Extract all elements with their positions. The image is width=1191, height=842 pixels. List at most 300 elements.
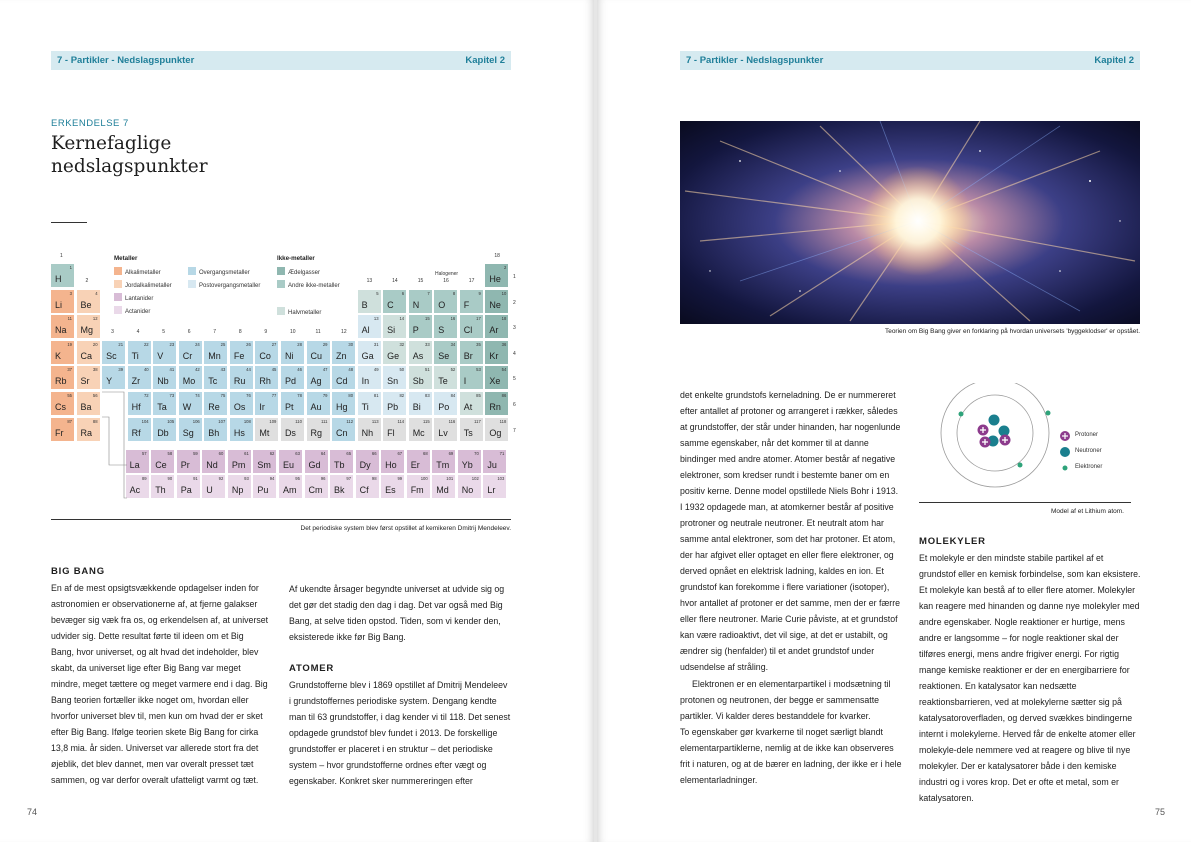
element-cell-rh	[255, 366, 278, 389]
atomic-number: 5	[376, 290, 379, 296]
element-symbol: Pd	[284, 376, 296, 387]
element-symbol: Si	[387, 325, 396, 336]
element-symbol: Ne	[489, 299, 501, 310]
atomic-number: 54	[501, 367, 507, 373]
element-symbol: Mg	[80, 325, 94, 336]
atomic-number: 79	[322, 393, 328, 398]
atomic-number: 41	[169, 367, 175, 373]
element-symbol: Db	[157, 427, 169, 438]
atomic-number: 95	[295, 476, 300, 481]
atomic-number: 96	[320, 476, 326, 481]
atomic-number: 1	[69, 265, 72, 270]
atom-text-3: To egenskaber gør kvarkerne til noget særligt blandt elementarpartiklerne, nemlig at de ikke kan observeres frit i naturen, og at de bærer en ladning, der ikke er i hele elementarladninger.	[680, 727, 902, 785]
element-symbol: Hs	[233, 427, 245, 438]
header-section: 7 - Partikler - Nedslagspunkter	[57, 55, 195, 66]
element-symbol: Ts	[463, 427, 473, 438]
element-cell-pd	[281, 366, 304, 389]
big-bang-heading: BIG BANG	[51, 566, 105, 577]
element-symbol: No	[461, 485, 474, 495]
group-number-3: 3	[111, 329, 114, 335]
atomic-number: 46	[297, 367, 302, 373]
element-cell-f	[460, 290, 483, 313]
element-symbol: Lr	[487, 485, 496, 495]
element-cell-pm	[228, 450, 251, 473]
element-symbol: Ta	[157, 402, 167, 412]
element-symbol: Am	[282, 485, 297, 495]
element-cell-v	[153, 341, 176, 364]
legend-actinide: Actanider	[114, 306, 150, 315]
element-symbol: Md	[436, 485, 449, 495]
element-cell-mt	[255, 418, 278, 441]
atomic-number: 21	[118, 341, 124, 347]
atomic-number: 102	[471, 476, 479, 481]
element-symbol: Fl	[387, 427, 395, 438]
element-cell-cl	[460, 315, 483, 338]
element-symbol: Cr	[182, 350, 193, 361]
legend-transition: Overgangsmetaller	[188, 267, 250, 276]
group-number-5: 5	[162, 329, 165, 335]
header-chapter: Kapitel 2	[465, 55, 505, 66]
element-symbol: Br	[463, 350, 473, 361]
group-number-4: 4	[136, 329, 140, 335]
element-symbol: Rh	[259, 376, 271, 387]
element-symbol: Lv	[438, 427, 448, 438]
element-symbol: Gd	[308, 460, 321, 470]
atomic-number: 114	[397, 418, 405, 424]
atomic-number: 101	[446, 476, 454, 481]
atomic-number: 85	[476, 393, 481, 398]
electron-icon	[959, 412, 964, 417]
atomic-number: 17	[476, 316, 481, 322]
element-cell-bi	[409, 392, 432, 415]
element-cell-nh	[358, 418, 381, 441]
element-cell-in	[358, 366, 381, 389]
element-cell-ce	[151, 450, 174, 473]
big-bang-text-1: En af de mest opsigtsvækkende opdagelser inden for astronomien er observationerne af, at fjerne galakser bevæger sig væk fra os, og erkendelsen af, at universet udvider sig. Dette resultat førte til ideen om et Big Bang, hvor universet, og alt hvad det indeholder, blev skabt, da universet lige efter Big Bang var meget mindre, meget tættere og meget varmere end i dag. Big Bang teorien fortæller ikke noget om, hvordan eller hvorfor universet blev til, men kun om hvad der er sket efter Big Bang. Ifølge teorien skete Big Bang for cirka 13,8 mia. år siden. Universet var allerede stort fra det øjeblik, det blev dannet, men var overalt presset tæt sammen, og var derfor overalt ufatteligt varmt og tæt.	[51, 583, 269, 785]
element-symbol: Pm	[231, 460, 246, 470]
page-number-right: 75	[1155, 807, 1166, 817]
element-symbol: Fm	[410, 485, 424, 495]
atomic-number: 25	[220, 341, 226, 347]
element-symbol: Po	[438, 402, 450, 412]
group-number-11: 11	[315, 329, 321, 335]
atomic-number: 86	[501, 393, 507, 398]
element-symbol: Zn	[336, 350, 347, 361]
element-symbol: In	[361, 376, 370, 387]
element-symbol: Mo	[182, 376, 196, 387]
element-cell-gd	[305, 450, 328, 473]
element-cell-mn	[204, 341, 227, 364]
atomic-number: 50	[399, 367, 405, 373]
running-header-right	[680, 51, 1140, 70]
pt-rule	[51, 519, 511, 520]
element-cell-at	[460, 392, 483, 415]
element-cell-ti	[128, 341, 151, 364]
atomic-number: 44	[246, 367, 251, 373]
atomic-number: 33	[425, 341, 430, 347]
element-symbol: Au	[310, 402, 322, 412]
element-symbol: H	[55, 274, 62, 284]
atomic-number: 34	[450, 341, 456, 347]
column-atom-text	[680, 387, 902, 788]
atomic-number: 51	[425, 367, 430, 373]
atomic-number: 29	[322, 341, 328, 347]
element-symbol: Pu	[257, 485, 269, 495]
atomic-number: 36	[501, 341, 507, 347]
legend-post-transition: Postovergangsmetaller	[188, 280, 260, 289]
element-symbol: Ra	[80, 427, 93, 438]
element-symbol: Pt	[284, 402, 294, 412]
atom-text-1: det enkelte grundstofs kerneladning. De er nummereret efter antallet af protoner og arrangeret i rækker, således at grundstoffer, der står under hinanden, har nogenlunde samme egenskaber, når det kommer til at danne bindinger med andre atomer. Atomer består af negative elektroner, som kredser rundt i bestemte baner om en positiv kerne. Denne model opstillede Niels Bohr i 1913. I 1932 opdagede man, at atomkerner består af positive protroner og neutrale neutroner. Et neutralt atom har samme antal elektroner, som det har protoner. Et atom, der har afgivet eller optaget en eller flere elektroner, og derved opnået en elektrisk ladning, kaldes en ion. Et grundstof kan forekomme i flere variationer (isotoper), hvor antallet af protoner er det samme, men der er færre eller flere neutroner. Marie Curie påviste, at et grundstof kan være radioaktivt, det vil sige, at det er ustabilt, og ændrer sig (henfalder) til et andet grundstof under udsendelse af stråling.	[680, 390, 901, 672]
kicker: ERKENDELSE 7	[51, 118, 129, 129]
image-caption: Teorien om Big Bang giver en forklaring på hvordan universets 'byggeklodser' er opstået.	[884, 328, 1140, 335]
atomic-number: 94	[269, 476, 275, 481]
group-number-12: 12	[341, 329, 347, 335]
atomic-number: 57	[141, 451, 147, 456]
element-symbol: C	[387, 299, 394, 310]
element-symbol: Sr	[80, 376, 90, 387]
element-symbol: Fr	[55, 427, 64, 438]
atomic-number: 56	[92, 393, 98, 398]
element-cell-ds	[281, 418, 304, 441]
element-cell-ge	[383, 341, 406, 364]
element-symbol: Sg	[182, 427, 194, 438]
element-symbol: Pb	[387, 402, 399, 412]
element-symbol: Re	[208, 402, 220, 412]
element-cell-i	[460, 366, 483, 389]
element-symbol: Te	[438, 376, 448, 387]
period-number-5: 5	[513, 376, 516, 383]
element-cell-ir	[255, 392, 278, 415]
legend-nonmetals-title: Ikke-metaller	[277, 255, 315, 262]
atomic-number: 12	[92, 316, 98, 322]
element-symbol: W	[182, 402, 192, 412]
atomic-number: 81	[373, 393, 379, 398]
group-number-14: 14	[392, 278, 398, 284]
atomic-number: 91	[193, 476, 198, 481]
page-title	[51, 132, 208, 178]
element-symbol: Bh	[208, 427, 220, 438]
element-symbol: Co	[259, 350, 271, 361]
atomic-number: 76	[246, 393, 251, 398]
atomic-number: 74	[195, 393, 200, 398]
atomic-number: 116	[448, 418, 456, 424]
atomic-number: 100	[420, 476, 428, 481]
atomic-number: 40	[143, 367, 149, 373]
element-cell-co	[255, 341, 278, 364]
element-cell-u	[202, 475, 225, 498]
atomic-number: 45	[271, 367, 277, 373]
electron-icon	[1046, 411, 1051, 416]
atomic-number: 71	[499, 451, 505, 456]
element-symbol: Ge	[387, 350, 400, 361]
element-symbol: S	[438, 325, 445, 336]
atomic-number: 64	[320, 451, 326, 456]
element-cell-sm	[253, 450, 276, 473]
atomic-number: 10	[501, 290, 507, 296]
element-cell-cd	[332, 366, 355, 389]
element-cell-cr	[179, 341, 202, 364]
molekyler-text: Et molekyle er den mindste stabile partikel af et grundstof eller en kemisk forbindelse, som kan eksistere. Et molekyle kan bestå af to eller flere atomer. Molekyler kan reagere med hinanden og danne nye molekyler med andre egenskaber. Nogle reaktioner er hurtige, mens andre er langsomme – for nogle reaktioner skal der tilføres energi, mens andre frigiver energi. For rigtig mange kemiske reaktioner er der en energibarriere for reaktionen. En katalysator kan nedsætte reaktionsbarrieren, ved at molekylerne sætter sig på katalysatoroverfladen, og derved svækkes bindingerne internt i molekylerne. Herved får de enkelte atomer eller molekyle-dele nemmere ved at reagere og blive til nye molekyler. Der er katalysatorer både i den kemiske industri og i vores krop. Det er ofte et metal, som er katalysatoren.	[919, 553, 1141, 803]
element-symbol: Sc	[106, 350, 117, 361]
atomic-number: 59	[193, 451, 198, 456]
element-symbol: Rn	[489, 402, 501, 412]
atomer-heading: ATOMER	[289, 663, 335, 674]
atomic-number: 92	[218, 476, 224, 481]
element-symbol: I	[463, 376, 467, 387]
element-cell-es	[381, 475, 404, 498]
element-cell-au	[307, 392, 330, 415]
atomic-number: 78	[297, 393, 302, 398]
atomic-number: 58	[167, 451, 173, 456]
element-symbol: Nd	[206, 460, 218, 470]
element-symbol: Nb	[157, 376, 169, 387]
element-symbol: Ho	[385, 460, 397, 470]
period-number-3: 3	[513, 325, 516, 332]
element-cell-rf	[128, 418, 151, 441]
atomic-number: 26	[246, 341, 251, 347]
atomic-number: 117	[474, 418, 481, 424]
element-cell-p	[409, 315, 432, 338]
atomic-number: 107	[218, 418, 226, 424]
element-symbol: Ac	[129, 485, 141, 495]
group-number-15: 15	[417, 278, 424, 284]
element-cell-ag	[307, 366, 330, 389]
element-cell-ti	[358, 392, 381, 415]
element-cell-o	[434, 290, 457, 313]
column-big-bang	[51, 566, 269, 788]
element-cell-sg	[179, 418, 202, 441]
element-symbol: Ru	[233, 376, 246, 387]
element-cell-se	[434, 341, 457, 364]
atomic-number: 109	[269, 418, 277, 424]
atomic-number: 48	[348, 367, 354, 373]
element-symbol: Cd	[336, 376, 348, 387]
element-cell-os	[230, 392, 253, 415]
atomic-number: 39	[118, 367, 124, 373]
element-cell-og	[485, 418, 508, 441]
legend-alkaline-earth: Jordalkalimetaller	[114, 280, 172, 289]
periodic-table	[51, 253, 516, 503]
element-cell-tc	[204, 366, 227, 389]
atomic-number: 80	[348, 393, 354, 398]
element-cell-mo	[179, 366, 202, 389]
header-chapter-right: Kapitel 2	[1094, 55, 1134, 66]
element-cell-rn	[485, 392, 508, 415]
atomic-number: 115	[423, 418, 430, 424]
element-symbol: Rf	[131, 427, 141, 438]
legend-noble: Ædelgasser	[277, 267, 320, 276]
atomic-number: 55	[67, 393, 72, 398]
electron-icon	[1018, 463, 1023, 468]
element-cell-hg	[332, 392, 355, 415]
big-bang-text-2: Af ukendte årsager begyndte universet at udvide sig og det gør det stadig den dag i dag. Det var også med Big Bang, at selve tiden opstod. Tiden, som vi kender den, eksisterede ikke før Big Bang.	[289, 584, 505, 642]
element-cell-xe	[485, 366, 508, 389]
atomic-number: 61	[244, 451, 249, 456]
atomic-number: 113	[371, 418, 379, 424]
atomic-number: 108	[243, 418, 251, 424]
legend-neutron-icon	[1060, 447, 1070, 457]
atomic-number: 88	[92, 418, 98, 424]
pt-caption: Det periodiske system blev først opstillet af kemikeren Dmitrij Mendeleev.	[300, 525, 511, 532]
inner-orbit	[957, 395, 1033, 471]
atomic-number: 69	[448, 451, 454, 456]
atomic-number: 22	[143, 341, 149, 347]
element-cell-bk	[330, 475, 353, 498]
element-cell-br	[460, 341, 483, 364]
element-symbol: Th	[155, 485, 166, 495]
element-symbol: Ag	[310, 376, 322, 387]
element-symbol: U	[206, 485, 213, 495]
element-cell-nb	[153, 366, 176, 389]
element-cell-ho	[381, 450, 404, 473]
element-symbol: Mt	[259, 427, 270, 438]
group-number-2: 2	[85, 278, 89, 284]
element-cell-no	[458, 475, 481, 498]
atom-rule	[919, 502, 1131, 503]
atomic-number: 106	[192, 418, 200, 424]
element-symbol: Rb	[55, 376, 67, 387]
atomic-number: 38	[92, 367, 98, 373]
group-number-18: 18	[494, 253, 500, 259]
element-cell-sn	[383, 366, 406, 389]
element-symbol: Hf	[131, 402, 141, 412]
element-symbol: Dy	[359, 460, 371, 470]
element-cell-pu	[253, 475, 276, 498]
element-cell-si	[383, 315, 406, 338]
column-atomer	[289, 581, 511, 789]
element-symbol: K	[55, 350, 62, 361]
atomic-number: 73	[169, 393, 175, 398]
atomic-number: 60	[218, 451, 224, 456]
legend-alkali: Alkalimetaller	[114, 267, 161, 276]
element-symbol: Hg	[336, 402, 348, 412]
element-cell-np	[228, 475, 251, 498]
atomic-number: 103	[497, 476, 505, 481]
element-cell-lr	[483, 475, 506, 498]
element-symbol: At	[463, 402, 473, 412]
element-symbol: Bk	[334, 485, 345, 495]
element-cell-am	[279, 475, 302, 498]
atomic-number: 75	[220, 393, 226, 398]
element-symbol: Ga	[361, 350, 374, 361]
element-cell-zn	[332, 341, 355, 364]
atomic-number: 67	[397, 451, 403, 456]
element-cell-lv	[434, 418, 457, 441]
atomic-number: 15	[425, 316, 430, 322]
element-symbol: F	[463, 299, 470, 310]
element-cell-c	[383, 290, 406, 313]
element-cell-ta	[153, 392, 176, 415]
element-symbol: Yb	[461, 460, 473, 470]
element-symbol: Se	[438, 350, 450, 361]
group-number-10: 10	[289, 329, 296, 335]
element-cell-ne	[485, 290, 508, 313]
element-symbol: Cu	[310, 350, 323, 361]
atomic-number: 65	[346, 451, 352, 456]
atomic-number: 68	[423, 451, 428, 456]
element-symbol: Bi	[412, 402, 421, 412]
element-cell-cm	[305, 475, 328, 498]
atomic-number: 42	[195, 367, 200, 373]
running-header	[51, 51, 511, 70]
atomic-number: 11	[67, 316, 72, 322]
atomic-number: 87	[67, 418, 72, 424]
element-symbol: Al	[361, 325, 370, 336]
atomic-number: 43	[220, 367, 226, 373]
element-cell-pa	[177, 475, 200, 498]
element-cell-ar	[485, 315, 508, 338]
group-number-17: 17	[468, 278, 475, 284]
element-symbol: Rg	[310, 427, 323, 438]
atomic-number: 28	[297, 341, 302, 347]
atomic-number: 90	[167, 476, 173, 481]
page-number-left: 74	[27, 807, 38, 817]
element-cell-po	[434, 392, 457, 415]
legend-metalloid: Halvmetaller	[277, 307, 321, 316]
atomic-number: 97	[346, 476, 352, 481]
element-cell-w	[179, 392, 202, 415]
element-symbol: Kr	[489, 350, 499, 361]
element-cell-pt	[281, 392, 304, 415]
element-cell-bh	[204, 418, 227, 441]
element-cell-n	[409, 290, 432, 313]
element-cell-rg	[307, 418, 330, 441]
atomic-number: 32	[399, 341, 405, 347]
element-symbol: Ti	[361, 402, 369, 412]
element-cell-as	[409, 341, 432, 364]
neutron-icon	[989, 415, 1000, 426]
atomic-number: 35	[476, 341, 481, 347]
element-cell-kr	[485, 341, 508, 364]
element-symbol: Xe	[489, 376, 501, 387]
atomic-number: 112	[346, 418, 354, 424]
atomic-number: 89	[141, 476, 147, 481]
element-cell-fm	[407, 475, 430, 498]
atomic-number: 62	[269, 451, 275, 456]
period-number-2: 2	[513, 299, 516, 306]
element-symbol: Zr	[131, 376, 141, 387]
element-symbol: Ba	[80, 402, 92, 412]
element-symbol: Np	[231, 485, 244, 495]
element-cell-cn	[332, 418, 355, 441]
period-number-6: 6	[513, 402, 516, 408]
element-symbol: Sb	[412, 376, 424, 387]
atom-caption: Model af et Lithium atom.	[1051, 508, 1124, 515]
element-symbol: Y	[106, 376, 113, 387]
atomic-number: 66	[371, 451, 377, 456]
atomic-number: 20	[92, 341, 98, 347]
legend-neutron-label: Neutroner	[1075, 448, 1102, 454]
atomic-number: 13	[373, 316, 379, 322]
halogen-label: Halogener	[435, 271, 459, 277]
header-section-right: 7 - Partikler - Nedslagspunkter	[686, 55, 824, 66]
atomic-number: 70	[474, 451, 479, 456]
nucleus	[978, 415, 1011, 448]
element-cell-pb	[383, 392, 406, 415]
atomic-number: 16	[450, 316, 456, 322]
element-cell-s	[434, 315, 457, 338]
atom-text-2: Elektronen er en elementarpartikel i modsætning til protonen og neutronen, der begge er sammensatte partikler. Vi kalder deres bestanddele for kvarker.	[680, 679, 891, 721]
element-symbol: Cm	[308, 485, 323, 495]
legend-electron-label: Elektroner	[1075, 464, 1103, 470]
group-number-9: 9	[264, 329, 268, 335]
element-cell-mc	[409, 418, 432, 441]
element-symbol: Cn	[336, 427, 348, 438]
atomer-text: Grundstofferne blev i 1869 opstillet af Dmitrij Mendeleev i grundstoffernes periodiske system. Dengang kendte man til 63 grundstoffer, i dag kender vi til 118. Det senest opdagede grundstof blev fundet i 2013. De forskellige grundstoffer er placeret i en struktur – det periodiske system – hvor grundstofferne ordnes efter vægt og egenskaber. Konkret sker nummereringen efter	[289, 680, 511, 786]
element-cell-zr	[128, 366, 151, 389]
group-number-1: 1	[60, 253, 63, 259]
